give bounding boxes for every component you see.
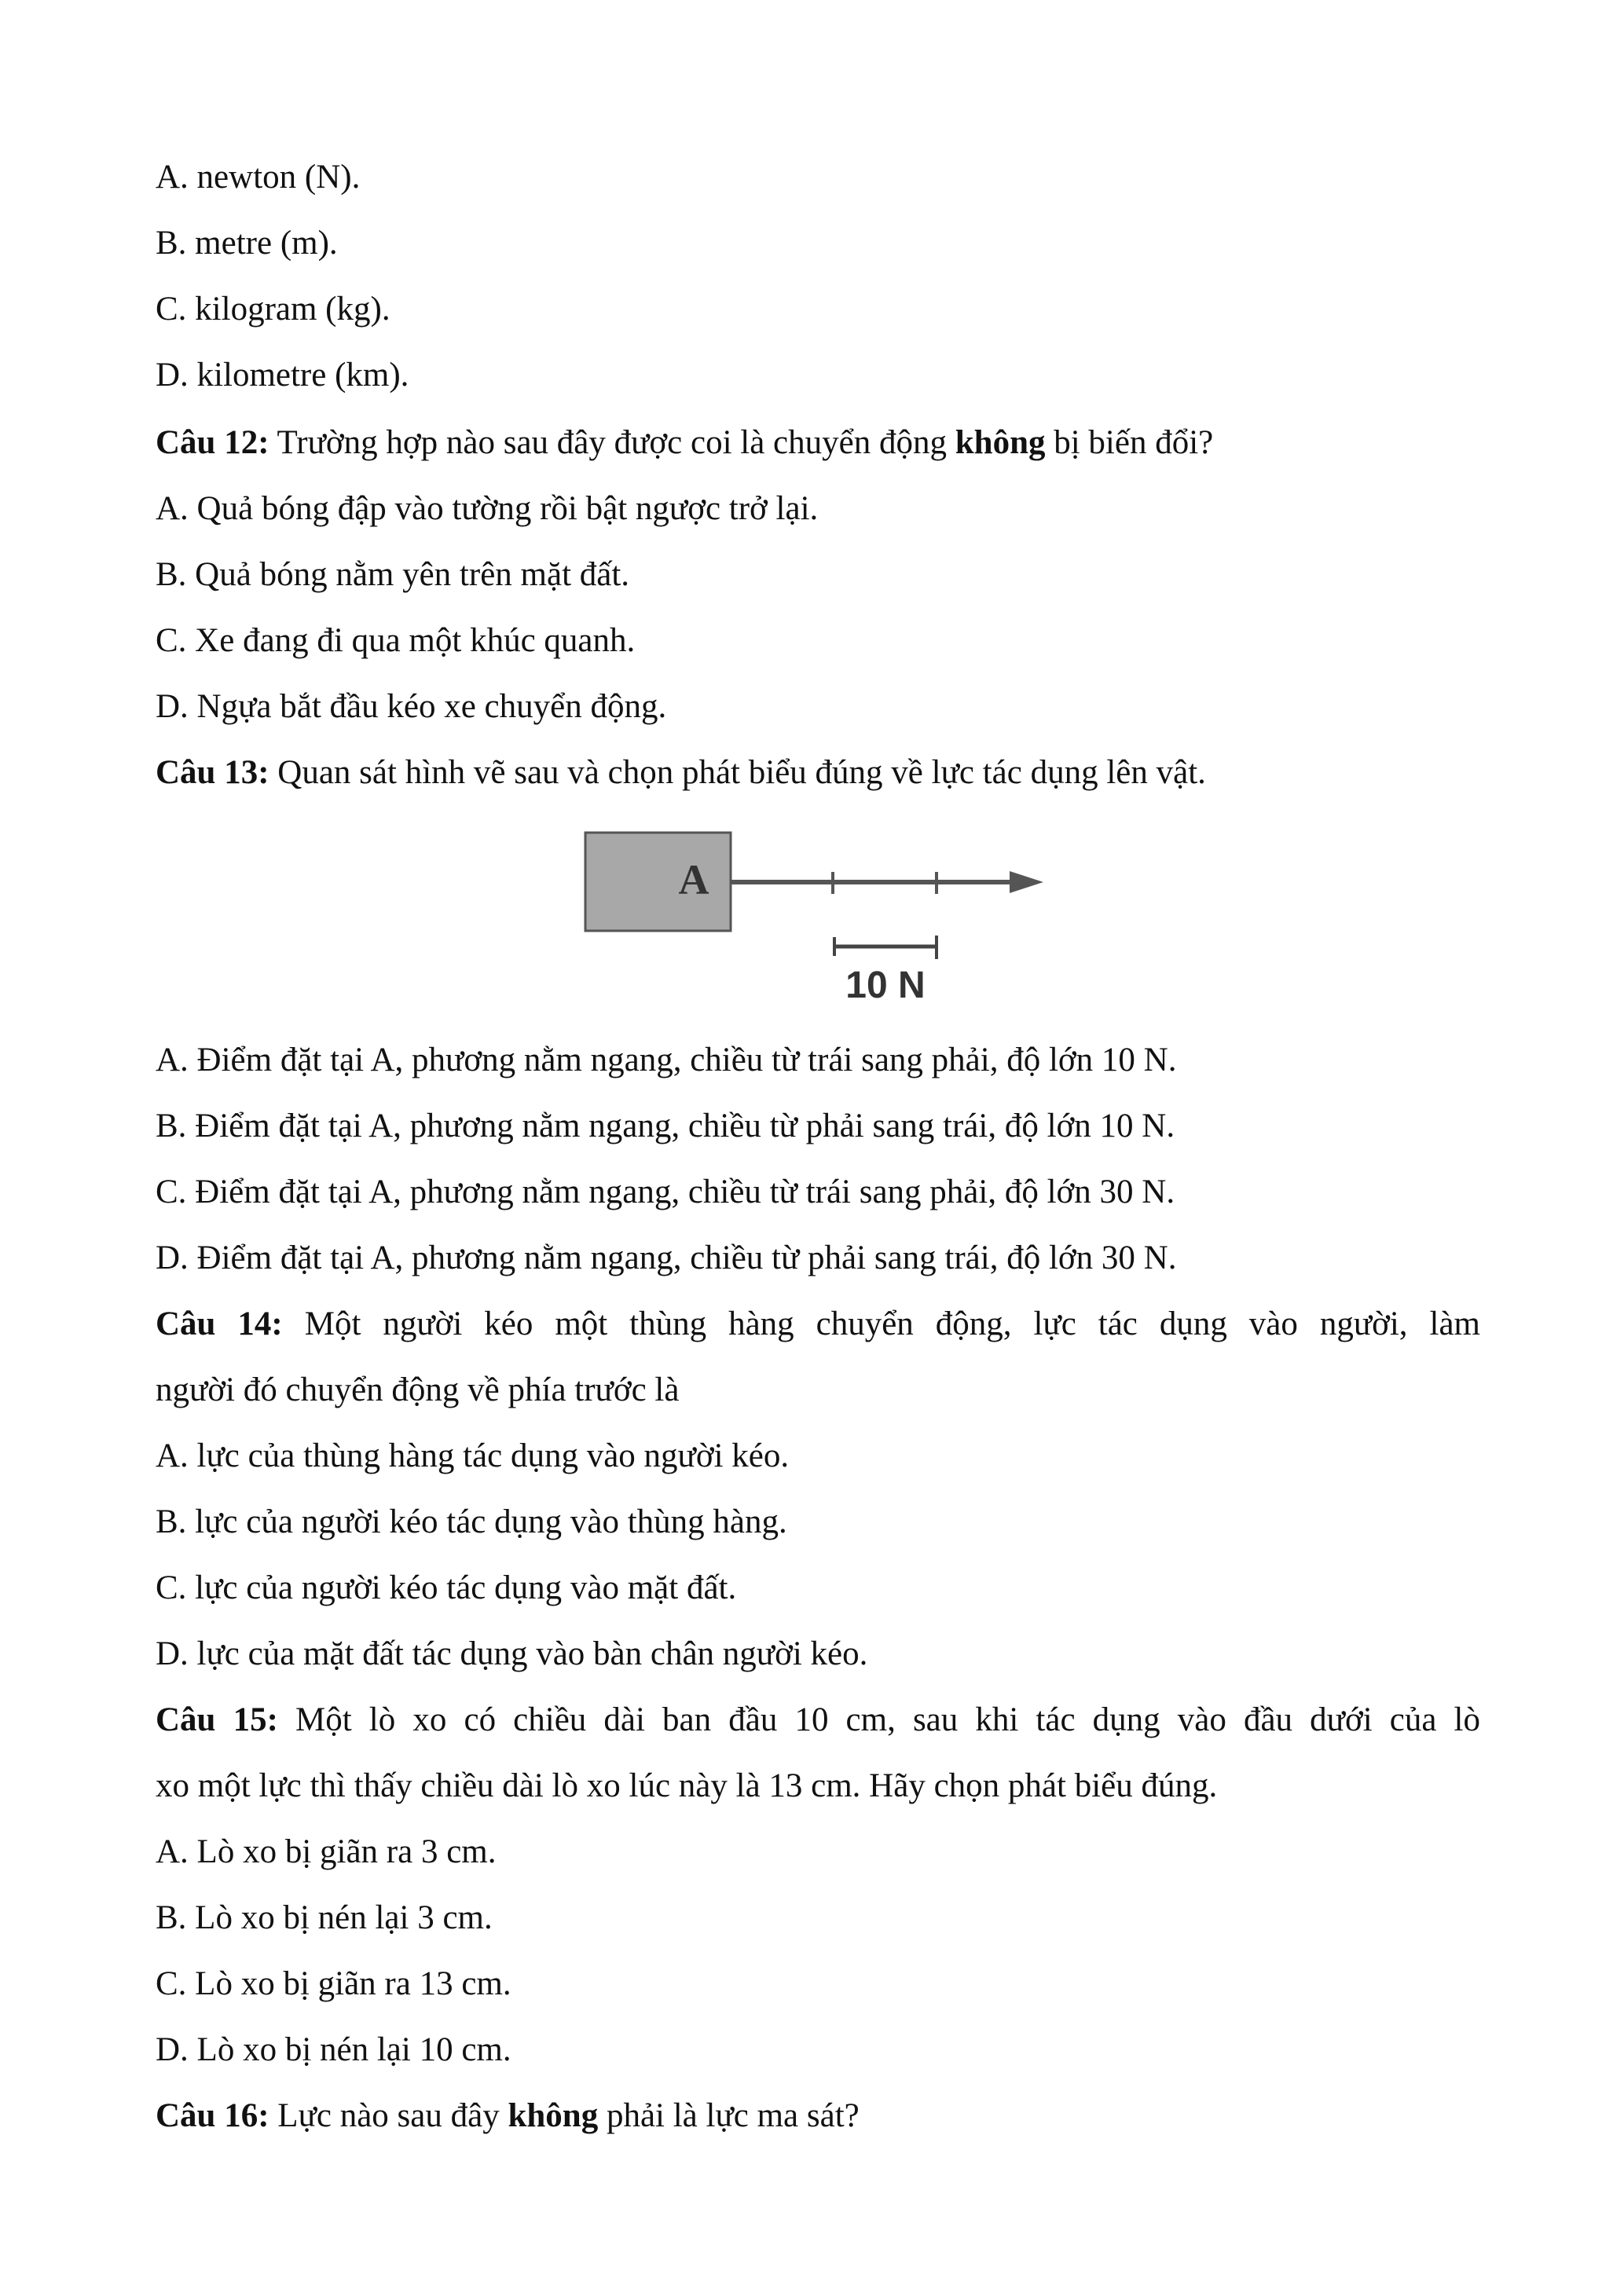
question-13-stem <box>156 751 1206 795</box>
force-diagram <box>574 821 1061 1017</box>
question-12-text-after: bị biến đổi? <box>1045 424 1214 461</box>
question-15-label: Câu 15: <box>156 1701 278 1738</box>
prev-option-c: C. kilogram (kg). <box>156 291 390 328</box>
question-16-stem <box>156 2094 860 2138</box>
question-12-emphasis: không <box>955 424 1046 461</box>
question-12-option-a: A. Quả bóng đập vào tường rồi bật ngược trở lại. <box>156 490 819 527</box>
question-12-option-c: C. Xe đang đi qua một khúc quanh. <box>156 622 636 659</box>
question-14-option-b: B. lực của người kéo tác dụng vào thùng hàng. <box>156 1503 787 1540</box>
question-16-text-after: phải là lực ma sát? <box>598 2097 860 2134</box>
prev-option-a: A. newton (N). <box>156 159 361 196</box>
question-15-option-c: C. Lò xo bị giãn ra 13 cm. <box>156 1965 511 2002</box>
question-13-option-b: B. Điểm đặt tại A, phương nằm ngang, chiều từ phải sang trái, độ lớn 10 N. <box>156 1108 1175 1144</box>
question-15-option-d: D. Lò xo bị nén lại 10 cm. <box>156 2031 511 2068</box>
question-14-option-a: A. lực của thùng hàng tác dụng vào người kéo. <box>156 1437 790 1474</box>
question-12-stem <box>156 421 1213 465</box>
question-15-text-line-1: Một lò xo có chiều dài ban đầu 10 cm, sau khi tác dụng vào đầu dưới của lò <box>277 1701 1480 1738</box>
question-13-text: Quan sát hình vẽ sau và chọn phát biểu đúng về lực tác dụng lên vật. <box>269 754 1206 791</box>
scale-label: 10 N <box>845 965 926 1006</box>
question-14-stem-line-2: người đó chuyển động về phía trước là <box>156 1371 680 1408</box>
question-15-option-b: B. Lò xo bị nén lại 3 cm. <box>156 1899 493 1936</box>
question-14-label: Câu 14: <box>156 1305 283 1342</box>
question-12-text-before: Trường hợp nào sau đây được coi là chuyển động <box>269 424 955 461</box>
question-14-option-c: C. lực của người kéo tác dụng vào mặt đất. <box>156 1569 737 1606</box>
force-arrow-head <box>1010 871 1043 893</box>
prev-option-d: D. kilometre (km). <box>156 357 409 394</box>
question-13-label: Câu 13: <box>156 754 269 791</box>
question-16-label: Câu 16: <box>156 2097 269 2134</box>
question-12-option-d: D. Ngựa bắt đầu kéo xe chuyển động. <box>156 688 667 725</box>
prev-option-b: B. metre (m). <box>156 225 338 262</box>
question-13-option-c: C. Điểm đặt tại A, phương nằm ngang, chiều từ trái sang phải, độ lớn 30 N. <box>156 1174 1175 1210</box>
question-12-label: Câu 12: <box>156 424 269 461</box>
question-16-text-before: Lực nào sau đây <box>269 2097 508 2134</box>
question-13-option-a: A. Điểm đặt tại A, phương nằm ngang, chiều từ trái sang phải, độ lớn 10 N. <box>156 1042 1177 1078</box>
question-14-option-d: D. lực của mặt đất tác dụng vào bàn chân người kéo. <box>156 1635 868 1672</box>
question-15-option-a: A. Lò xo bị giãn ra 3 cm. <box>156 1833 497 1870</box>
question-14-stem-line-1 <box>156 1302 1480 1346</box>
question-12-option-b: B. Quả bóng nằm yên trên mặt đất. <box>156 556 630 593</box>
question-15-stem-line-1 <box>156 1698 1480 1742</box>
block-a-label: A <box>678 856 709 903</box>
question-13-option-d: D. Điểm đặt tại A, phương nằm ngang, chiều từ phải sang trái, độ lớn 30 N. <box>156 1240 1177 1276</box>
question-15-stem-line-2: xo một lực thì thấy chiều dài lò xo lúc này là 13 cm. Hãy chọn phát biểu đúng. <box>156 1767 1218 1804</box>
question-16-emphasis: không <box>508 2097 599 2134</box>
question-14-text-line-1: Một người kéo một thùng hàng chuyển động, lực tác dụng vào người, làm <box>282 1305 1480 1342</box>
